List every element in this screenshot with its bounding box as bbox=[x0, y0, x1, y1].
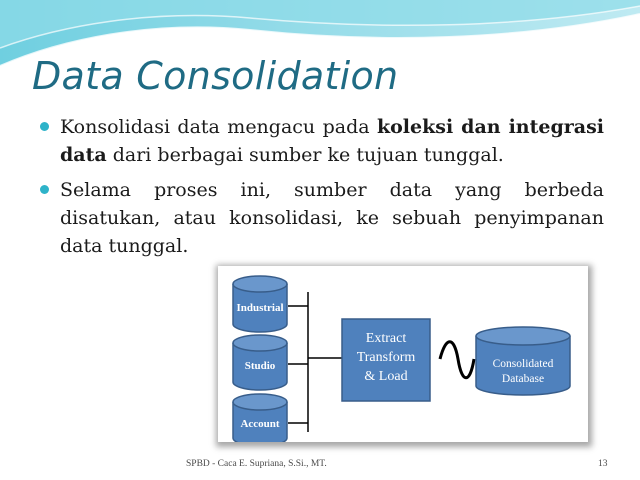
bullet-item bbox=[38, 113, 604, 169]
db-label-line: Consolidated bbox=[492, 358, 554, 370]
source-label: Industrial bbox=[236, 302, 284, 314]
bullet-text bbox=[60, 116, 604, 166]
target-cylinder-database bbox=[476, 327, 570, 395]
slide-footer: SPBD - Caca E. Supriana, S.Si., MT. bbox=[186, 459, 327, 469]
etl-diagram-svg bbox=[218, 266, 588, 442]
bullet-dot-icon bbox=[40, 185, 49, 194]
bullet-text-part: Konsolidasi data mengacu pada bbox=[60, 116, 377, 138]
bullet-text-part: dari berbagai sumber ke tujuan tunggal. bbox=[106, 144, 504, 166]
source-label: Account bbox=[240, 418, 280, 430]
etl-label-line: Extract bbox=[365, 331, 407, 346]
bullet-text-bold: koleksi dan integrasi data bbox=[60, 116, 604, 166]
page-number: 13 bbox=[598, 459, 608, 469]
source-cylinder-account bbox=[233, 394, 287, 442]
etl-diagram bbox=[218, 266, 588, 442]
db-label-line: Database bbox=[501, 373, 545, 385]
bullet-text: Selama proses ini, sumber data yang berbeda disatukan, atau konsolidasi, ke sebuah penyimpanan data tunggal. bbox=[60, 179, 604, 257]
source-cylinder-industrial bbox=[233, 276, 287, 332]
slide-title: Data Consolidation bbox=[32, 54, 399, 98]
bullet-item bbox=[38, 176, 604, 260]
etl-process-box bbox=[342, 319, 430, 401]
wave-connector bbox=[440, 342, 474, 378]
etl-label-line: Transform bbox=[356, 350, 416, 365]
bullet-dot-icon bbox=[40, 122, 49, 131]
bullet-list bbox=[38, 113, 604, 267]
source-label: Studio bbox=[244, 360, 276, 372]
etl-label-line: & Load bbox=[364, 369, 408, 384]
source-cylinder-studio bbox=[233, 335, 287, 390]
